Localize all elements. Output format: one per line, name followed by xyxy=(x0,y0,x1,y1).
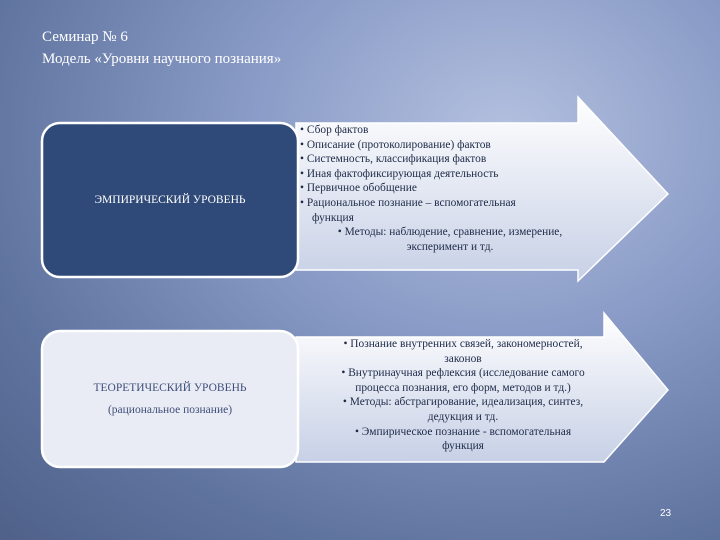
list-item: • Системность, классификация фактов xyxy=(300,153,487,166)
list-item: процесса познания, его форм, методов и тд.) xyxy=(355,381,571,394)
list-item: • Познание внутренних связей, закономерностей, xyxy=(343,338,583,350)
list-item: • Сбор фактов xyxy=(300,124,369,136)
empirical-level-label-box xyxy=(42,123,298,277)
theoretical-level-label: ТЕОРЕТИЧЕСКИЙ УРОВЕНЬ xyxy=(93,382,247,394)
theoretical-features-list xyxy=(298,337,628,454)
list-item: функция xyxy=(312,211,354,224)
list-item: • Рациональное познание – вспомогательная xyxy=(300,196,516,209)
theoretical-level-label-box xyxy=(42,331,298,467)
seminar-number: Семинар № 6 xyxy=(42,29,128,45)
list-item: эксперимент и тд. xyxy=(406,240,494,253)
empirical-features-list xyxy=(300,123,600,254)
list-item: • Методы: наблюдение, сравнение, измерение, xyxy=(337,226,563,239)
list-item: • Первичное обобщение xyxy=(300,182,417,195)
list-item: • Эмпирическое познание - вспомогательная xyxy=(354,425,572,438)
model-title: Модель «Уровни научного познания» xyxy=(42,51,282,67)
list-item: • Иная фактофиксирующая деятельность xyxy=(300,167,499,180)
empirical-level-label: ЭМПИРИЧЕСКИЙ УРОВЕНЬ xyxy=(94,194,246,206)
list-item: законов xyxy=(444,352,482,365)
list-item: • Методы: абстрагирование, идеализация, синтез, xyxy=(342,396,584,409)
list-item: • Описание (протоколирование) фактов xyxy=(300,138,491,151)
theoretical-level-sublabel: (рациональное познание) xyxy=(107,404,233,416)
list-item: функция xyxy=(442,440,484,453)
list-item: • Внутринаучная рефлексия (исследование самого xyxy=(341,367,585,380)
list-item: дедукция и тд. xyxy=(427,410,499,423)
page-number: 23 xyxy=(660,508,672,519)
